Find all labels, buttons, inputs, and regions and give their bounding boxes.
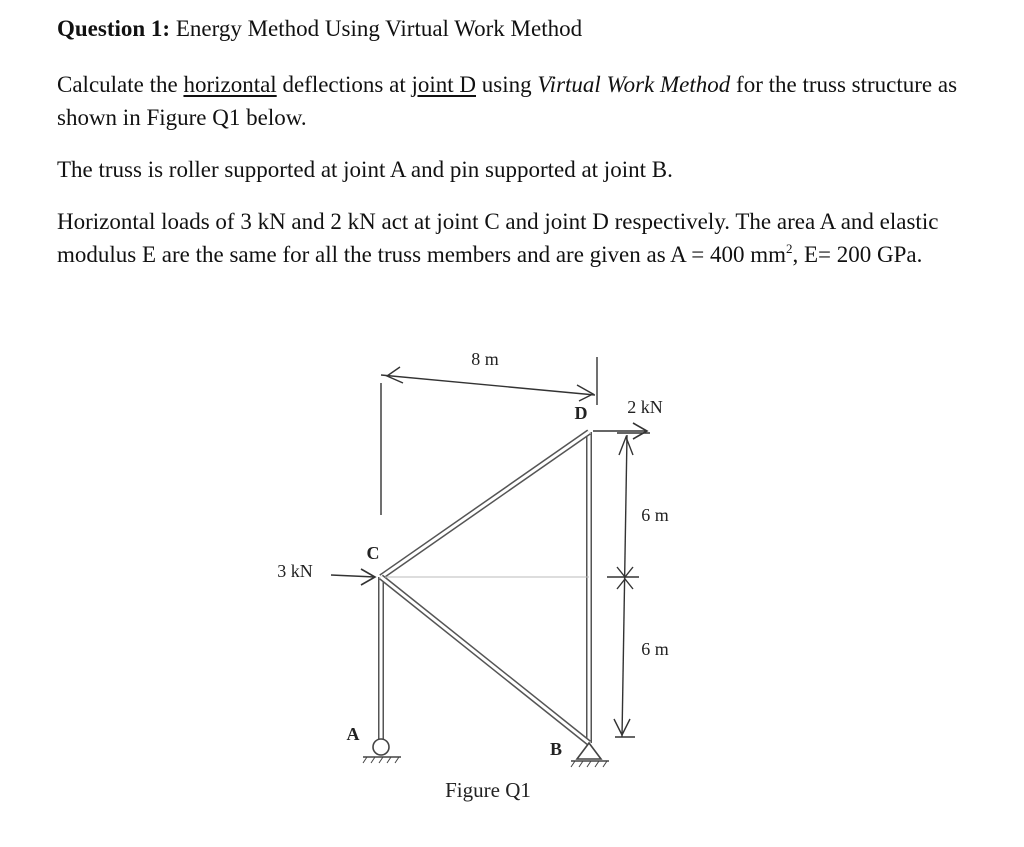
- paragraph-supports: The truss is roller supported at joint A and pin supported at joint B.: [57, 157, 673, 182]
- load-c-arrow-shaft: [331, 575, 375, 577]
- pin-support-icon: [571, 743, 609, 767]
- joint-label-d: D: [574, 403, 588, 423]
- paragraph-text: , E= 200 GPa.: [792, 242, 923, 267]
- load-d-label: 2 kN: [627, 397, 663, 417]
- paragraph-text: for the truss structure as shown in Figure Q1 below.: [57, 72, 958, 130]
- question-label: Question 1:: [57, 16, 171, 41]
- figure-caption: Figure Q1: [445, 778, 531, 802]
- dim-arrow-left-icon: [387, 367, 403, 383]
- paragraph-task: [57, 68, 997, 134]
- joint-label-c: C: [366, 543, 380, 563]
- dim-top-label: 8 m: [471, 349, 499, 369]
- dim-lower-label: 6 m: [641, 639, 669, 659]
- roller-support-icon: [363, 739, 401, 763]
- dim-line-8m: [381, 375, 595, 395]
- dim-upper-label: 6 m: [641, 505, 669, 525]
- member-cd-inner: [381, 432, 589, 577]
- load-c-label: 3 kN: [277, 561, 313, 581]
- paragraph-text: using: [476, 72, 538, 97]
- dim-arrow-up-icon: [619, 437, 633, 455]
- paragraph-text: Calculate the: [57, 72, 184, 97]
- joint-label-a: A: [346, 724, 360, 744]
- dim-line-vertical: [622, 435, 627, 737]
- paragraph-text: Horizontal loads of 3 kN and 2 kN act at joint C and joint D respectively. The area A and elastic modulus E are the same for all the truss members and are given as A = 400 mm: [57, 209, 939, 267]
- italic-method: Virtual Work Method: [537, 72, 731, 97]
- paragraph-loads: [57, 205, 997, 271]
- underlined-horizontal: horizontal: [183, 72, 277, 97]
- member-cb-inner: [381, 577, 589, 743]
- paragraph-text: deflections at: [276, 72, 412, 97]
- superscript: 2: [786, 241, 793, 256]
- truss-diagram: [255, 345, 695, 815]
- question-heading: [57, 12, 997, 45]
- joint-label-b: B: [549, 739, 563, 759]
- truss-members: [381, 432, 589, 743]
- question-title: Energy Method Using Virtual Work Method: [170, 16, 583, 41]
- underlined-joint-d: joint D: [411, 72, 476, 97]
- truss-figure: [255, 345, 695, 815]
